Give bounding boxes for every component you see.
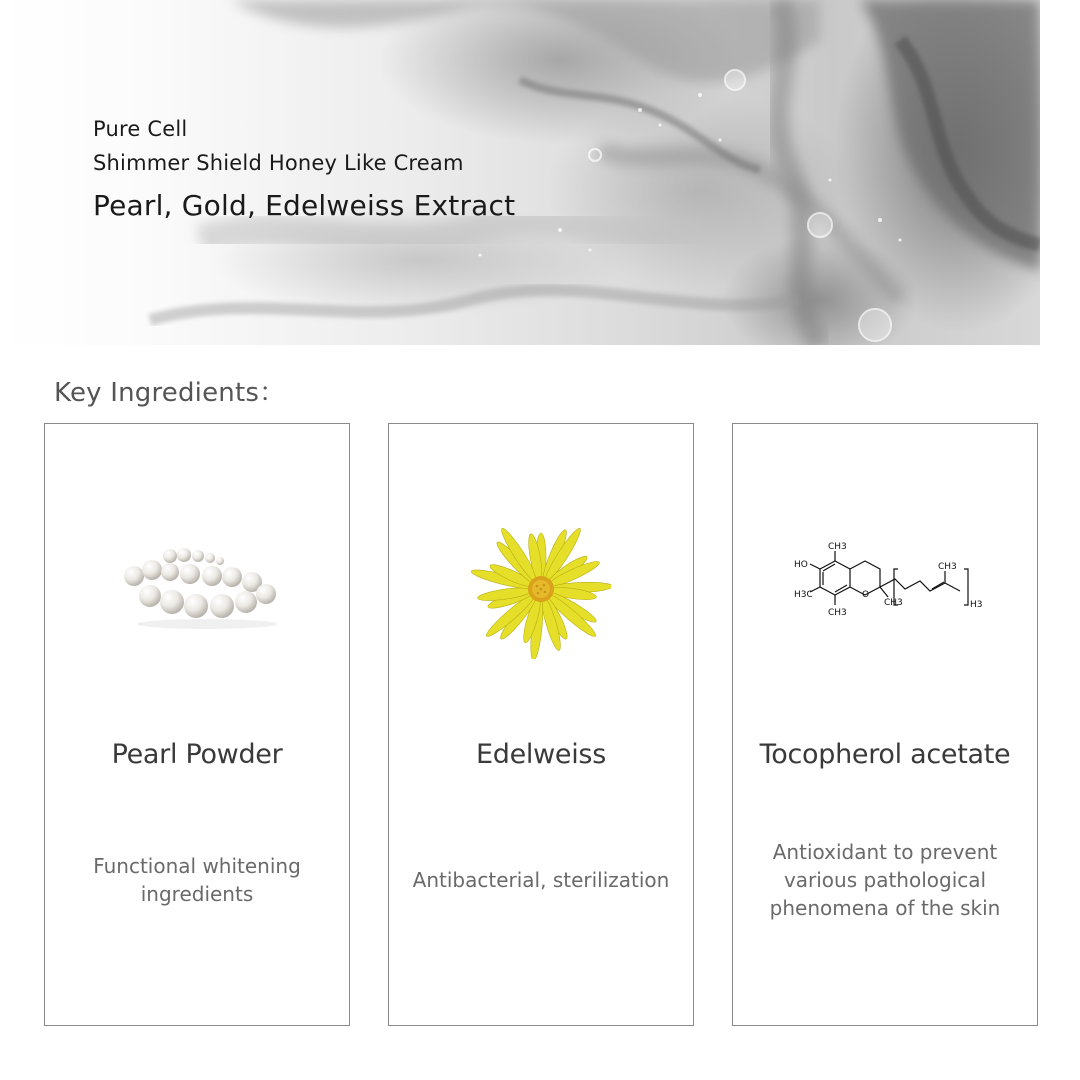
product-name: Shimmer Shield Honey Like Cream [93,151,464,175]
formula-h3c: H3C [794,590,813,600]
ingredient-name: Edelweiss [476,739,606,770]
ingredient-card-tocopherol [732,423,1038,1026]
svg-text:O: O [862,590,870,600]
hero-text-block [93,112,515,228]
formula-ch3-bottom: CH3 [828,608,847,618]
hero-ingredients: Pearl, Gold, Edelweiss Extract [93,189,516,222]
section-title: Key Ingredients： [54,378,286,408]
ingredient-name: Pearl Powder [111,739,283,770]
yellow-flower-icon [389,514,693,664]
brand-name: Pure Cell [93,117,188,141]
formula-ho: HO [794,560,808,570]
ingredient-card-pearl [44,423,350,1026]
formula-ch3-top: CH3 [828,542,847,552]
formula-ch3-ring: CH3 [884,598,903,608]
ingredient-description: Antibacterial, sterilization [412,868,670,892]
ingredient-card-edelweiss [388,423,694,1026]
ingredient-description: Antioxidant to prevent various pathological phenomena of the skin [769,840,1001,920]
molecule-structure-icon [733,514,1037,664]
hero-banner [0,0,1040,345]
pearl-strand-icon [45,514,349,664]
formula-ch3-chain: CH3 [938,562,957,572]
ingredient-description: Functional whitening ingredients [93,854,301,906]
ingredient-name: Tocopherol acetate [759,739,1011,770]
formula-h3: H3 [970,600,983,610]
